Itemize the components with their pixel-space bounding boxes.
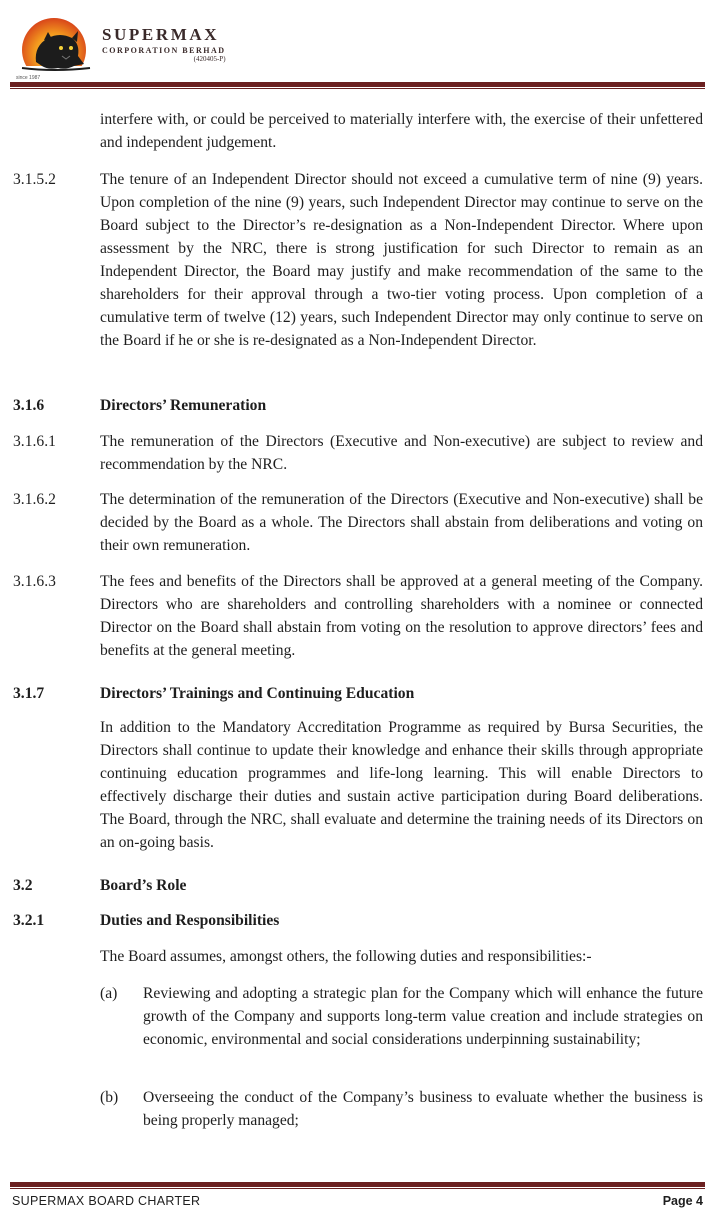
section-3-1-5-2-text: The tenure of an Independent Director should not exceed a cumulative term of nine (9) years. Upon completion of the nine (9) years, such Independent Director may continue to serve on the Board subject to the Director’s re-designation as a Non-Independent Director. Where upon assessment by the NRC, there is strong justification for such Director to remain as an Independent Director, the Board may justify and make recommendation of the same to the shareholders for their approval through a two-tier voting process. Upon completion of a cumulative term of twelve (12) years, such Independent Director may only continue to serve on the Board if he or she is re-designated as a Non-Independent Director. (100, 171, 703, 349)
section-3-1-6-3-number: 3.1.6.3 (13, 573, 56, 590)
brand-registration: (420405-P) (193, 55, 226, 63)
footer-page-number: Page 4 (662, 1194, 703, 1208)
section-3-1-6-heading: Directors’ Remuneration (100, 397, 267, 414)
brand-subtitle: CORPORATION BERHAD (102, 46, 226, 55)
list-item-b-text: Overseeing the conduct of the Company’s business to evaluate whether the business is being properly managed; (143, 1089, 703, 1129)
header-rule-thin (10, 88, 705, 89)
list-item-b-label: (b) (100, 1089, 119, 1106)
footer-document-title: SUPERMAX BOARD CHARTER (12, 1194, 201, 1208)
page-header (10, 8, 710, 88)
section-3-1-5-2-number: 3.1.5.2 (13, 171, 56, 188)
list-item-a-text: Reviewing and adopting a strategic plan for the Company which will enhance the future growth of the Company and supports long-term value creation and include strategies on economic, environmental and social considerations underpinning sustainability; (143, 985, 703, 1048)
section-3-2-heading: Board’s Role (100, 877, 187, 894)
footer-rule-thick (10, 1182, 705, 1187)
section-3-2-number: 3.2 (13, 877, 33, 894)
section-3-1-7-heading: Directors’ Trainings and Continuing Education (100, 685, 415, 702)
section-3-1-6-3-text: The fees and benefits of the Directors shall be approved at a general meeting of the Company. Directors who are shareholders and controlling shareholders with a nominee or connected Director on the Board shall abstain from voting on the resolution to approve directors’ fees and benefits at the general meeting. (100, 573, 703, 659)
list-item-a-label: (a) (100, 985, 118, 1002)
section-3-1-6-2-text: The determination of the remuneration of the Directors (Executive and Non-executive) shall be decided by the Board as a whole. The Directors shall abstain from deliberations and voting on their own remuneration. (100, 491, 703, 554)
section-3-1-6-number: 3.1.6 (13, 397, 45, 414)
brand-block (102, 26, 226, 63)
section-3-1-7-text: In addition to the Mandatory Accreditation Programme as required by Bursa Securities, the Directors shall continue to update their knowledge and enhance their skills through appropriate continuing education programmes and life-long learning. This will enable Directors to effectively discharge their duties and sustain active participation during Board deliberations. The Board, through the NRC, shall evaluate and determine the training needs of its Directors on an on-going basis. (100, 719, 703, 851)
section-3-1-6-1-number: 3.1.6.1 (13, 433, 56, 450)
section-3-1-6-1-text: The remuneration of the Directors (Executive and Non-executive) are subject to review and recommendation by the NRC. (100, 433, 703, 473)
brand-name: SUPERMAX (102, 25, 220, 44)
since-label: since 1987 (16, 75, 41, 81)
continued-paragraph: interfere with, or could be perceived to materially interfere with, the exercise of their unfettered and independent judgement. (100, 111, 703, 151)
footer-rule-thin (10, 1188, 705, 1189)
section-3-1-7-number: 3.1.7 (13, 685, 45, 702)
section-3-2-1-heading: Duties and Responsibilities (100, 912, 280, 929)
supermax-panther-logo (14, 12, 96, 84)
section-3-2-1-number: 3.2.1 (13, 912, 45, 929)
header-rule-thick (10, 82, 705, 87)
section-3-1-6-2-number: 3.1.6.2 (13, 491, 56, 508)
section-3-2-1-intro: The Board assumes, amongst others, the following duties and responsibilities:- (100, 948, 592, 965)
